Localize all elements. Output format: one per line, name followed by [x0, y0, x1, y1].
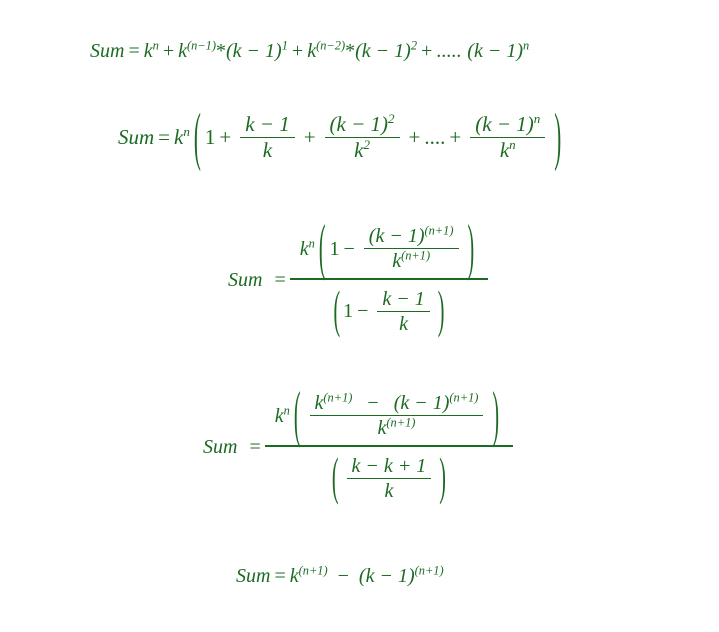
line2-ellipsis: .... — [424, 125, 446, 150]
equation-line-5 — [236, 565, 444, 587]
line4-inner-fraction: $\frac{k^{(n+1)} - (k - 1)^{(n+1)}}{k^{(n+1)}}$ — [310, 392, 484, 439]
line2-fraction-2: $\frac{(k - 1)^2}{k^2}$ — [325, 113, 400, 162]
line4-main-fraction — [265, 381, 513, 507]
line2-open-paren: ( — [193, 98, 201, 174]
line2-sum-label: Sum — [118, 125, 155, 150]
line3-one: 1 — [329, 237, 340, 260]
equation-line-2 — [118, 98, 565, 174]
line1-term2: $k^{(n-1)}*(k - 1)^1$ — [178, 38, 288, 62]
line2-plus-1: + — [219, 125, 232, 150]
line2-close-paren: ) — [554, 98, 562, 174]
line1-plus-3: + — [421, 40, 433, 62]
line1-plus-2: + — [291, 40, 304, 62]
line2-equals: = — [158, 125, 171, 150]
line4-equals: = — [249, 435, 261, 458]
equation-line-3 — [228, 214, 488, 340]
line3-numerator — [290, 214, 488, 283]
line5-equals: = — [274, 565, 286, 587]
line2-plus-4: + — [449, 125, 462, 150]
line3-prefactor: $k^n$ — [299, 235, 315, 260]
line3-open-paren: ( — [318, 214, 326, 283]
line4-sum-label: Sum — [203, 435, 238, 458]
line3-den-minus: − — [357, 300, 369, 323]
line4-den-close-paren: ) — [439, 449, 446, 507]
line3-close-paren: ) — [467, 214, 475, 283]
line1-plus-1: + — [162, 40, 175, 62]
equation-line-1 — [90, 40, 529, 62]
line4-prefactor: $k^n$ — [274, 402, 290, 427]
line1-ellipsis: ..... — [436, 40, 462, 62]
line4-numerator — [265, 381, 513, 450]
line3-den-close-paren: ) — [437, 282, 445, 340]
line3-minus: − — [343, 237, 355, 260]
line1-term1: $k^n$ — [143, 38, 159, 62]
line3-sum-label: Sum — [228, 268, 263, 291]
line3-inner-fraction: $\frac{(k - 1)^{(n+1)}}{k^{(n+1)}}$ — [364, 225, 459, 272]
line4-denominator — [319, 447, 459, 507]
line1-sum-label: Sum — [90, 40, 125, 62]
line5-term2: $(k - 1)^{(n+1)}$ — [358, 563, 444, 587]
line5-sum-label: Sum — [236, 565, 271, 587]
line4-den-fraction: $\frac{k - k + 1}{k}$ — [347, 455, 432, 502]
line5-minus: − — [337, 565, 349, 587]
line3-den-open-paren: ( — [333, 282, 341, 340]
line2-fraction-3: $\frac{(k - 1)^n}{k^n}$ — [470, 113, 545, 162]
line2-plus-2: + — [303, 125, 316, 150]
line5-term1: $k^{(n+1)}$ — [289, 563, 328, 587]
line3-equals: = — [274, 268, 286, 291]
line4-open-paren: ( — [293, 381, 301, 450]
line3-den-fraction: $\frac{k - 1}{k}$ — [377, 288, 429, 335]
line1-term3: $k^{(n-2)}*(k - 1)^2$ — [307, 38, 418, 62]
line2-prefactor: $k^n$ — [174, 124, 190, 150]
line3-den-one: 1 — [343, 300, 354, 323]
line3-denominator — [320, 280, 457, 340]
line2-plus-3: + — [408, 125, 421, 150]
line1-term4: $(k - 1)^n$ — [467, 38, 530, 62]
line2-fraction-1: $\frac{k - 1}{k}$ — [240, 113, 295, 162]
line3-main-fraction — [290, 214, 488, 340]
line4-den-open-paren: ( — [331, 449, 339, 507]
line4-close-paren: ) — [492, 381, 500, 450]
line2-one: 1 — [204, 125, 216, 150]
line1-equals: = — [128, 40, 140, 62]
equation-line-4 — [203, 381, 513, 507]
